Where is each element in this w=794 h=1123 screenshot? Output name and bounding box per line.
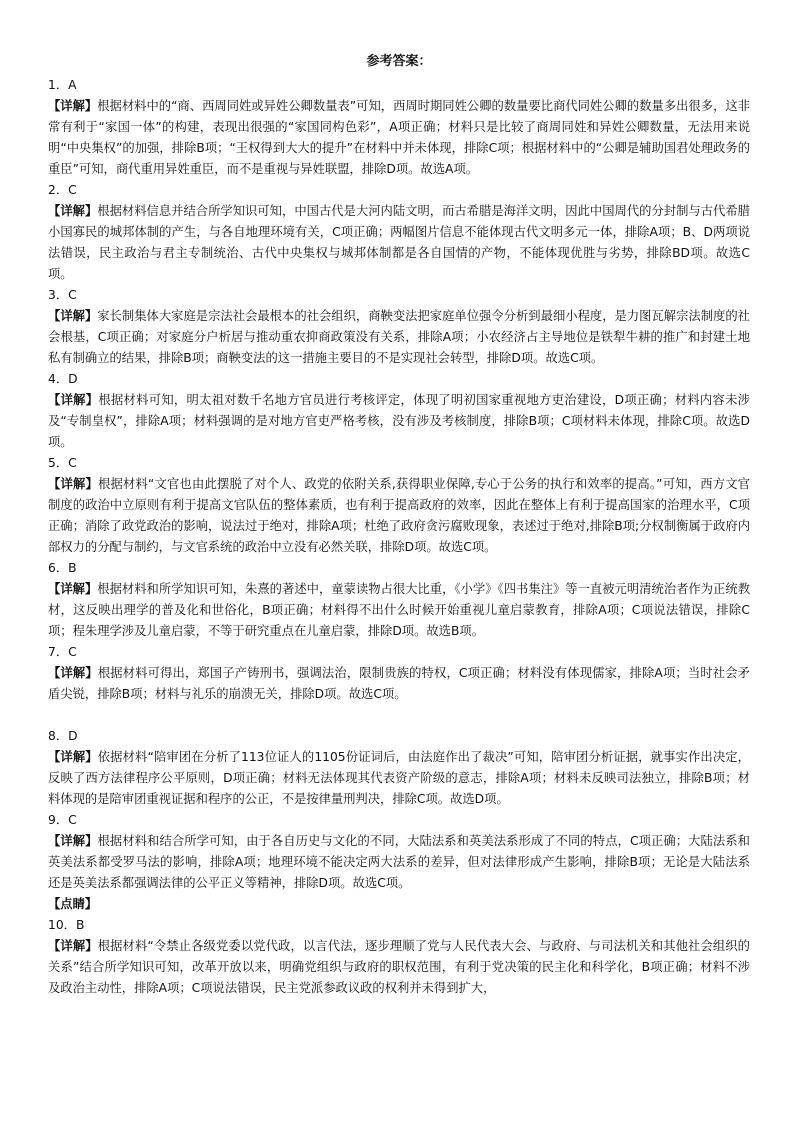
- answer-text: 根据材料中的“商、西周同姓或异姓公卿数量表”可知，西周时期同姓公卿的数量要比商代同姓公卿的数量多出很多，这非常有利于“家国一体”的构建，表现出很强的“家国同构色彩”，A项正确；材料只是比较了商周同姓和异姓公卿数量，无法用来说明“中央集权”的加强，排除B项；“王权得到大大的提升”在材料中并未体现，排除C项；根据材料中的“公卿是辅助国君处理政务的重臣”可知，商代重用异姓重臣，而不是重视与异姓联盟，排除D项。故选A项。: [48, 99, 750, 176]
- detail-tag: 【详解】: [48, 477, 98, 491]
- answer-explanation: [48, 936, 750, 999]
- answer-text: 根据材料可得出，郑国子产铸刑书，强调法治，限制贵族的特权，C项正确；材料没有体现儒家，排除A项；当时社会矛盾尖锐，排除B项；材料与礼乐的崩溃无关，排除D项。故选C项。: [48, 666, 750, 701]
- question-number: 3．C: [48, 288, 77, 302]
- detail-tag: 【详解】: [48, 666, 98, 680]
- page-title: 参考答案：: [366, 54, 432, 69]
- answer-text: 依据材料“陪审团在分析了113位证人的1105份证词后，由法庭作出了裁决”可知，陪审团分析证据，就事实作出决定，反映了西方法律程序公平原则，D项正确；材料无法体现其代表资产阶级的意志，排除A项；材料未反映司法独立，排除B项；材料体现的是陪审团重视证据和程序的公正，不是按律量刑判决，排除C项。故选D项。: [48, 750, 750, 806]
- answer-explanation: [48, 96, 750, 180]
- detail-tag: 【详解】: [48, 204, 98, 218]
- hint-tag: 【点睛】: [48, 897, 98, 911]
- answer-explanation: [48, 201, 750, 285]
- question-number: 9．C: [48, 813, 77, 827]
- answer-text: 根据材料可知，明太祖对数千名地方官员进行考核评定，体现了明初国家重视地方吏治建设，D项正确；材料内容未涉及“专制皇权”，排除A项；材料强调的是对地方官吏严格考核，没有涉及考核制度，排除B项；C项材料未体现，排除C项。故选D项。: [48, 393, 750, 449]
- question-number: 7．C: [48, 645, 77, 659]
- question-number: 2．C: [48, 183, 77, 197]
- answer-explanation: [48, 831, 750, 894]
- answer-explanation: [48, 474, 750, 558]
- question-number: 4．D: [48, 372, 78, 386]
- answer-explanation: [48, 747, 750, 810]
- question-number: 5．C: [48, 456, 77, 470]
- detail-tag: 【详解】: [48, 834, 98, 848]
- detail-tag: 【详解】: [48, 582, 98, 596]
- question-number: 8．D: [48, 729, 78, 743]
- blank-line: [48, 705, 750, 726]
- detail-tag: 【详解】: [48, 309, 98, 323]
- answer-text: 家长制集体大家庭是宗法社会最根本的社会组织，商鞅变法把家庭单位强令分析到最细小程度，是力图瓦解宗法制度的社会根基，C项正确；对家庭分户析居与推动重农抑商政策没有关系，排除A项；小农经济占主导地位是铁犁牛耕的推广和封建土地私有制确立的结果，排除B项；商鞅变法的这一措施主要目的不是实现社会转型，排除D项。故选C项。: [48, 309, 750, 365]
- answer-explanation: [48, 663, 750, 705]
- answer-explanation: [48, 579, 750, 642]
- question-number: 6．B: [48, 561, 77, 575]
- detail-tag: 【详解】: [48, 750, 98, 764]
- answer-text: 根据材料信息并结合所学知识可知，中国古代是大河内陆文明，而古希腊是海洋文明，因此中国周代的分封制与古代希腊小国寡民的城邦体制的产生，与各自地理环境有关，C项正确；两幅图片信息不能体现古代文明多元一体，排除A项；B、D两项说法错误，民主政治与君主专制统治、古代中央集权与城邦体制都是各自国情的产物，不能体现优胜与劣势，排除BD项。故选C项。: [48, 204, 750, 281]
- detail-tag: 【详解】: [48, 939, 98, 953]
- detail-tag: 【详解】: [48, 99, 98, 113]
- answer-text: 根据材料“文官也由此摆脱了对个人、政党的依附关系,获得职业保障,专心于公务的执行和效率的提高。”可知，西方文官制度的政治中立原则有利于提高文官队伍的整体素质，也有利于提高政府的效率，因此在整体上有利于提高国家的治理水平，C项正确；消除了政党政治的影响，说法过于绝对，排除A项；杜绝了政府贪污腐败现象，表述过于绝对,排除B项;分权制衡属于政府内部权力的分配与制约，与文官系统的政治中立没有必然关联，排除D项。故选C项。: [48, 477, 750, 554]
- answer-text: 根据材料“令禁止各级党委以党代政，以言代法，逐步理顺了党与人民代表大会、与政府、与司法机关和其他社会组织的关系”结合所学知识可知，改革开放以来，明确党组织与政府的职权范围，有利于党决策的民主化和科学化，B项正确；材料不涉及政治主动性，排除A项；C项说法错误，民主党派参政议政的权利并未得到扩大，: [48, 939, 750, 995]
- answer-text: 根据材料和所学知识可知，朱熹的著述中，童蒙读物占很大比重，《小学》《四书集注》等一直被元明清统治者作为正统教材，这反映出理学的普及化和世俗化，B项正确；材料得不出什么时候开始重视儿童启蒙教育，排除A项；C项说法错误，排除C项；程朱理学涉及儿童启蒙，不等于研究重点在儿童启蒙，排除D项。故选B项。: [48, 582, 750, 638]
- detail-tag: 【详解】: [48, 393, 99, 407]
- question-number: 1．A: [48, 78, 77, 92]
- question-number: 10．B: [48, 918, 85, 932]
- answer-text: 根据材料和结合所学可知，由于各自历史与文化的不同，大陆法系和英美法系形成了不同的特点，C项正确；大陆法系和英美法系都受罗马法的影响，排除A项；地理环境不能决定两大法系的差异，但对法律形成产生影响，排除B项；无论是大陆法系还是英美法系都强调法律的公平正义等精神，排除D项。故选C项。: [48, 834, 750, 890]
- answer-explanation: [48, 390, 750, 453]
- answer-explanation: [48, 306, 750, 369]
